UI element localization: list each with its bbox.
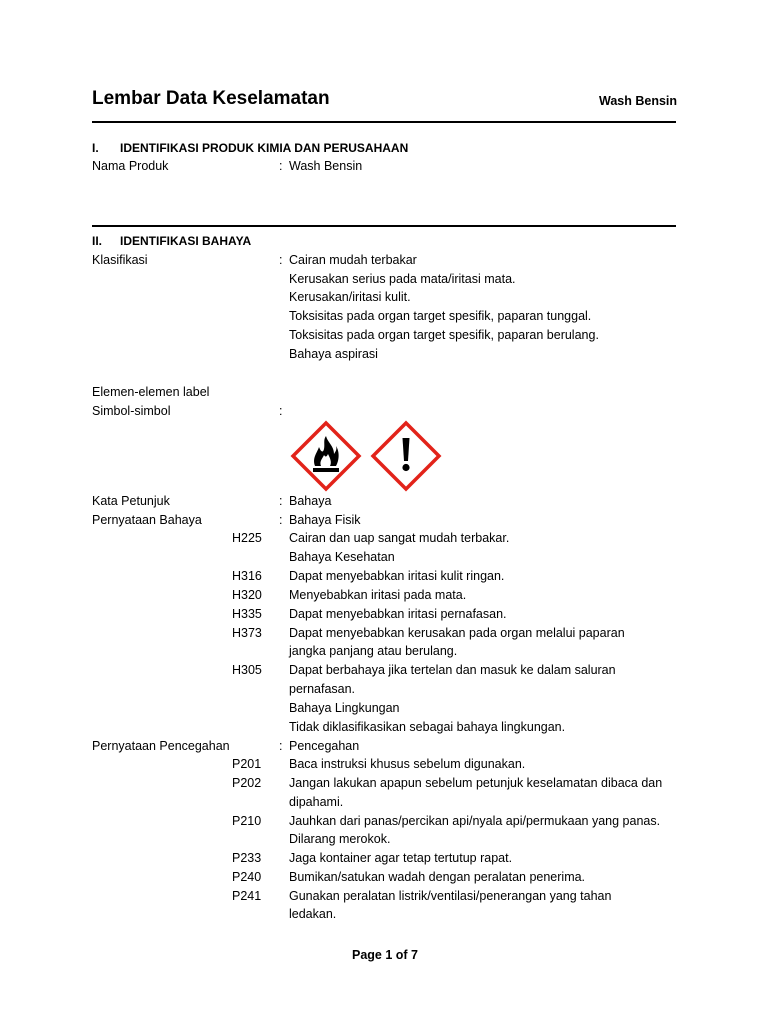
hazard-code: H305 <box>232 663 262 677</box>
header-product-name: Wash Bensin <box>599 94 678 108</box>
hazard-text: Bahaya Kesehatan <box>289 550 395 564</box>
page-number: Page 1 of 7 <box>352 948 418 962</box>
precaution-text: Pencegahan <box>289 739 360 753</box>
header-divider <box>92 121 676 123</box>
precaution-code: P202 <box>232 776 262 790</box>
hazard-code: H316 <box>232 569 262 583</box>
document-title: Lembar Data Keselamatan <box>92 88 330 109</box>
colon: : <box>279 159 283 173</box>
product-name-value: Wash Bensin <box>289 159 363 173</box>
precaution-text: Jaga kontainer agar tetap tertutup rapat. <box>289 851 513 865</box>
section-1-number: I. <box>92 141 99 155</box>
exclamation-pictogram-icon <box>373 423 439 489</box>
section-divider <box>92 225 676 227</box>
classification-item: Bahaya aspirasi <box>289 347 378 361</box>
classification-label: Klasifikasi <box>92 253 148 267</box>
hazard-text: Dapat berbahaya jika tertelan dan masuk ke dalam saluran <box>289 663 616 677</box>
hazard-text: Cairan dan uap sangat mudah terbakar. <box>289 531 510 545</box>
precaution-code: P233 <box>232 851 262 865</box>
precaution-code: P240 <box>232 870 262 884</box>
hazard-text: jangka panjang atau berulang. <box>289 644 458 658</box>
colon: : <box>279 513 283 527</box>
hazard-text: Dapat menyebabkan kerusakan pada organ melalui paparan <box>289 626 625 640</box>
hazard-text: Menyebabkan iritasi pada mata. <box>289 588 467 602</box>
precaution-text: Jauhkan dari panas/percikan api/nyala api/permukaan yang panas. <box>289 814 661 828</box>
classification-item: Kerusakan/iritasi kulit. <box>289 290 411 304</box>
flame-pictogram-icon <box>293 423 359 489</box>
hazard-text: Dapat menyebabkan iritasi pernafasan. <box>289 607 507 621</box>
precaution-code: P201 <box>232 757 262 771</box>
classification-item: Kerusakan serius pada mata/iritasi mata. <box>289 272 516 286</box>
label-elements-heading: Elemen-elemen label <box>92 385 210 399</box>
precaution-text: Gunakan peralatan listrik/ventilasi/penerangan yang tahan <box>289 889 612 903</box>
symbols-label: Simbol-simbol <box>92 404 171 418</box>
precaution-code: P210 <box>232 814 262 828</box>
colon: : <box>279 494 283 508</box>
classification-item: Toksisitas pada organ target spesifik, paparan tunggal. <box>289 309 592 323</box>
precaution-text: Dilarang merokok. <box>289 832 391 846</box>
hazard-code: H225 <box>232 531 262 545</box>
colon: : <box>279 404 283 418</box>
section-2-title: IDENTIFIKASI BAHAYA <box>120 234 252 248</box>
product-name-label: Nama Produk <box>92 159 169 173</box>
section-2-number: II. <box>92 234 103 248</box>
hazard-pictograms <box>290 420 450 492</box>
hazard-text: pernafasan. <box>289 682 356 696</box>
signal-word-label: Kata Petunjuk <box>92 494 170 508</box>
precaution-text: dipahami. <box>289 795 344 809</box>
precaution-code: P241 <box>232 889 262 903</box>
classification-item: Toksisitas pada organ target spesifik, paparan berulang. <box>289 328 599 342</box>
hazard-text: Dapat menyebabkan iritasi kulit ringan. <box>289 569 505 583</box>
hazard-text: Bahaya Fisik <box>289 513 361 527</box>
precaution-text: Bumikan/satukan wadah dengan peralatan penerima. <box>289 870 586 884</box>
hazard-code: H373 <box>232 626 262 640</box>
hazard-code: H335 <box>232 607 262 621</box>
precautionary-statements-label: Pernyataan Pencegahan <box>92 739 230 753</box>
hazard-code: H320 <box>232 588 262 602</box>
classification-item: Cairan mudah terbakar <box>289 253 417 267</box>
section-1-title: IDENTIFIKASI PRODUK KIMIA DAN PERUSAHAAN <box>120 141 409 155</box>
hazard-text: Bahaya Lingkungan <box>289 701 400 715</box>
hazard-text: Tidak diklasifikasikan sebagai bahaya lingkungan. <box>289 720 566 734</box>
signal-word-value: Bahaya <box>289 494 332 508</box>
precaution-text: ledakan. <box>289 907 337 921</box>
colon: : <box>279 253 283 267</box>
precaution-text: Jangan lakukan apapun sebelum petunjuk keselamatan dibaca dan <box>289 776 663 790</box>
colon: : <box>279 739 283 753</box>
hazard-statements-label: Pernyataan Bahaya <box>92 513 202 527</box>
precaution-text: Baca instruksi khusus sebelum digunakan. <box>289 757 526 771</box>
